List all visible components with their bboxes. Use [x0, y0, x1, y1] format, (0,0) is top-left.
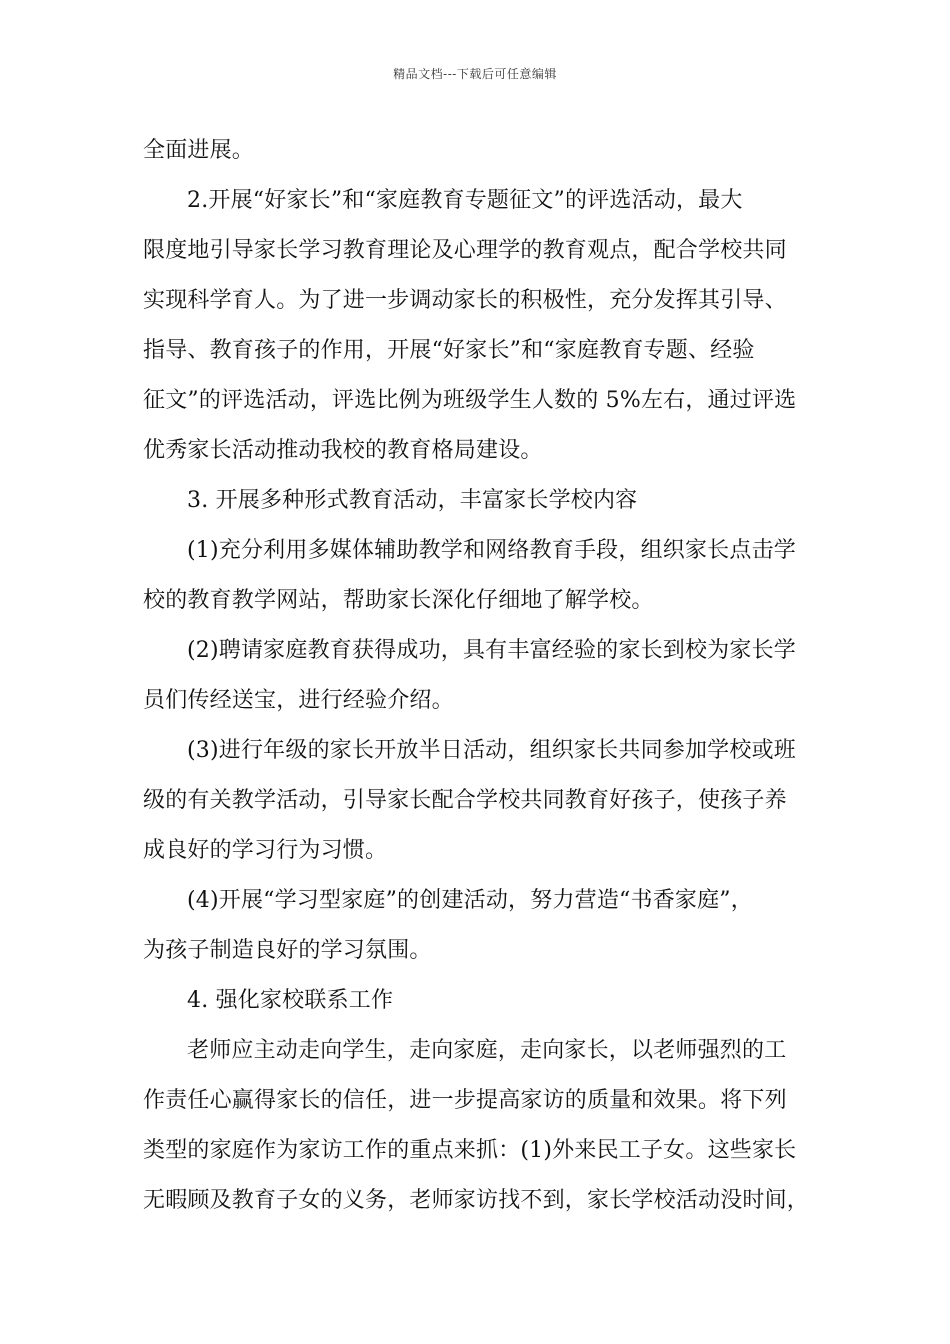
text-line: (3)进行年级的家长开放半日活动，组织家长共同参加学校或班 [187, 738, 796, 763]
text-line: 级的有关教学活动，引导家长配合学校共同教育好孩子，使孩子养 [143, 788, 787, 813]
page-header: 精品文档---下载后可任意编辑 [393, 67, 557, 81]
text-line: 2.开展“好家长”和“家庭教育专题征文”的评选活动，最大 [187, 188, 743, 213]
text-line: 成良好的学习行为习惯。 [143, 838, 388, 863]
document-body [143, 126, 811, 1226]
section-heading: 4. 强化家校联系工作 [187, 988, 394, 1013]
text-line: 校的教育教学网站，帮助家长深化仔细地了解学校。 [143, 588, 654, 613]
text-line: 老师应主动走向学生，走向家庭，走向家长，以老师强烈的工 [187, 1038, 787, 1063]
text-line: 征文”的评选活动，评选比例为班级学生人数的 5%左右，通过评选 [143, 388, 797, 413]
text-line: 类型的家庭作为家访工作的重点来抓：(1)外来民工子女。这些家长 [143, 1138, 797, 1163]
text-line: 无暇顾及教育子女的义务，老师家访找不到，家长学校活动没时间， [143, 1188, 810, 1213]
text-line: 实现科学育人。为了进一步调动家长的积极性，充分发挥其引导、 [143, 288, 787, 313]
text-line: 指导、教育孩子的作用，开展“好家长”和“家庭教育专题、经验 [143, 338, 755, 363]
text-line: 优秀家长活动推动我校的教育格局建设。 [143, 438, 543, 463]
text-line: 员们传经送宝，进行经验介绍。 [143, 688, 454, 713]
text-line: 为孩子制造良好的学习氛围。 [143, 938, 432, 963]
text-line: 全面进展。 [143, 138, 255, 163]
text-line: (4)开展“学习型家庭”的创建活动，努力营造“书香家庭”， [187, 888, 753, 913]
section-heading: 3. 开展多种形式教育活动，丰富家长学校内容 [187, 488, 638, 513]
text-line: 限度地引导家长学习教育理论及心理学的教育观点，配合学校共同 [143, 238, 787, 263]
text-line: (2)聘请家庭教育获得成功，具有丰富经验的家长到校为家长学 [187, 638, 796, 663]
text-line: 作责任心赢得家长的信任，进一步提高家访的质量和效果。将下列 [143, 1088, 787, 1113]
text-line: (1)充分利用多媒体辅助教学和网络教育手段，组织家长点击学 [187, 538, 796, 563]
